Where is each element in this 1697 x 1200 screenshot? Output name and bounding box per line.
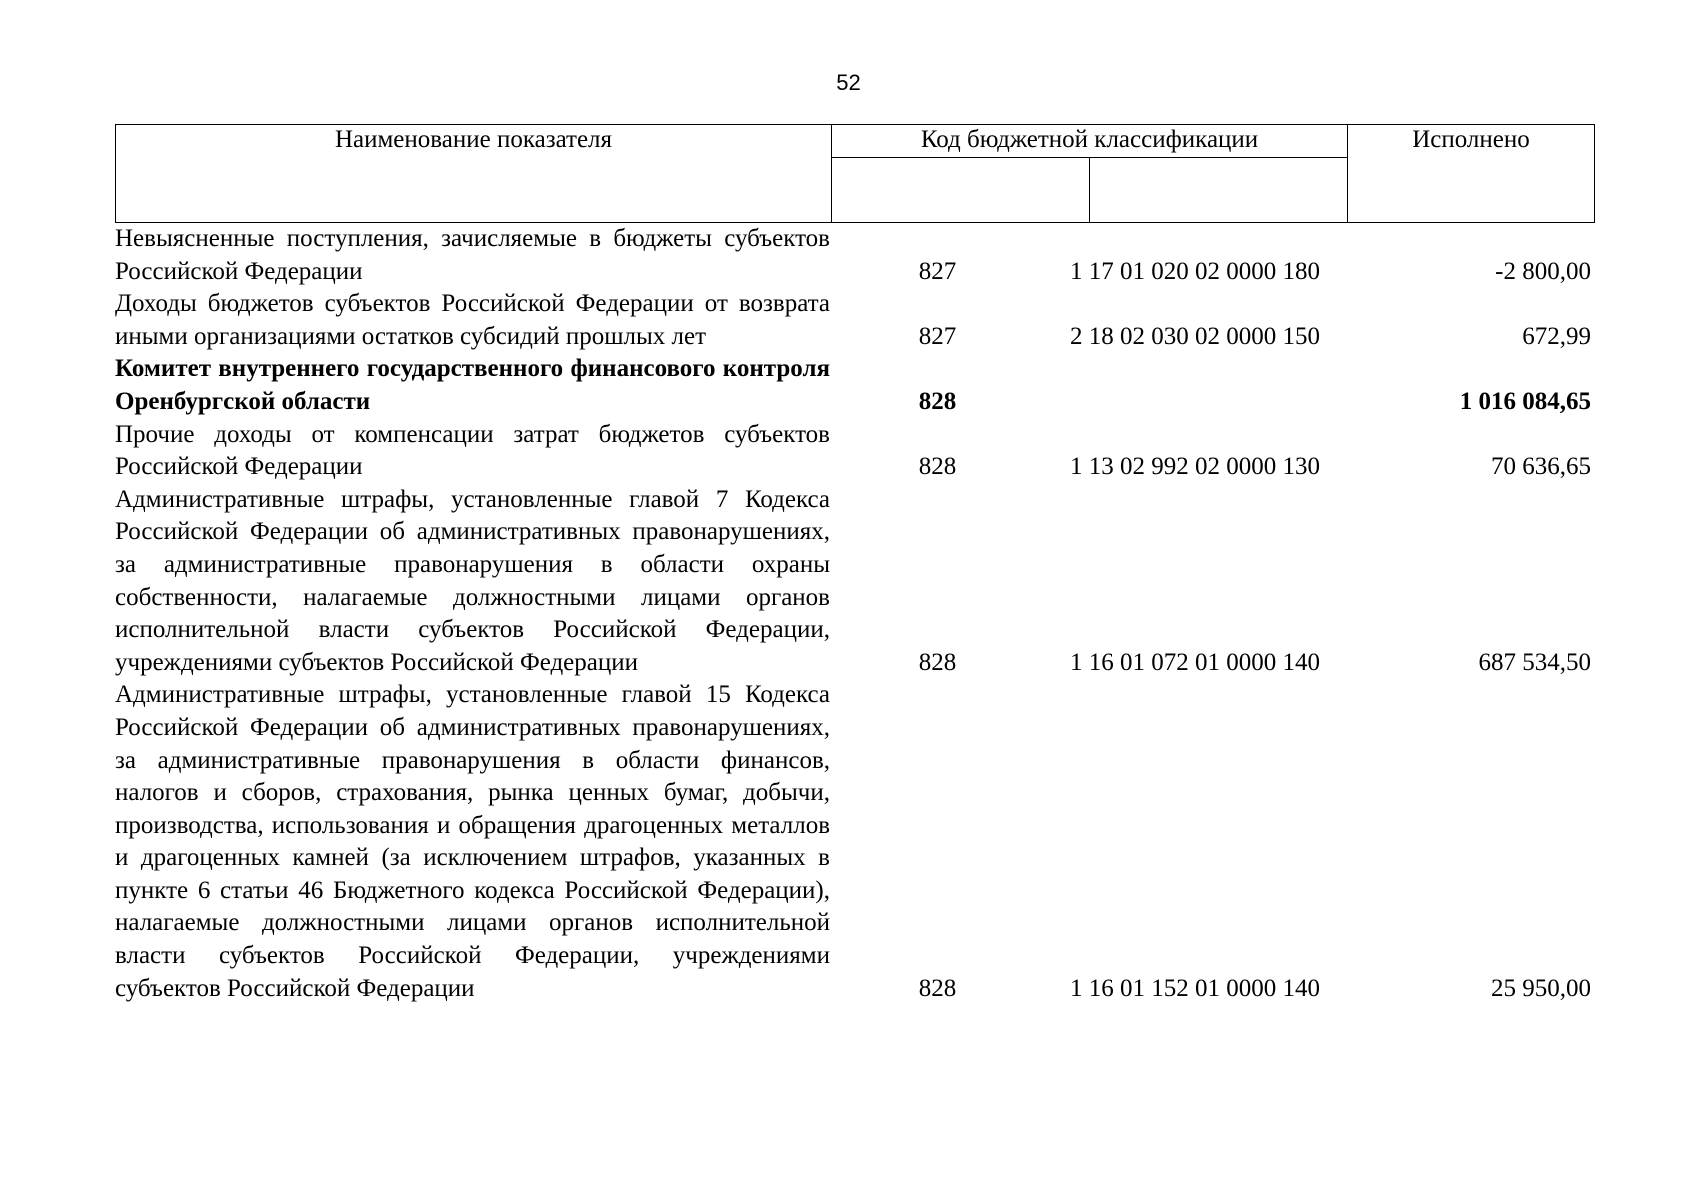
row-classification-code: 1 13 02 992 02 0000 130 xyxy=(1070,453,1320,481)
row-amount: 1 016 084,65 xyxy=(1459,387,1591,415)
header-name-column: Наименование показателя xyxy=(116,125,832,223)
table-row xyxy=(115,679,1591,1005)
row-admin-code: 828 xyxy=(918,648,957,676)
row-name: Административные штрафы, установленные главой 7 Кодекса Российской Федерации об административных правонарушениях, за административные правонарушения в области охраны собственности, налагаемые должностными лицами органов исполнительной власти субъектов Российской Федерации, учреждениями субъектов Российской Федерации xyxy=(115,485,830,676)
row-amount: 672,99 xyxy=(1522,322,1591,350)
row-name: Прочие доходы от компенсации затрат бюджетов субъектов Российской Федерации xyxy=(115,420,830,481)
row-amount: 25 950,00 xyxy=(1491,974,1591,1002)
header-code-subcolumn-admin xyxy=(832,158,1090,223)
table-body xyxy=(115,223,1591,1005)
table-row-section-total xyxy=(115,353,1591,418)
header-code-column: Код бюджетной классификации xyxy=(832,125,1348,158)
row-classification-code: 1 17 01 020 02 0000 180 xyxy=(1070,257,1320,285)
row-classification-code: 1 16 01 072 01 0000 140 xyxy=(1070,648,1320,676)
table-row xyxy=(115,484,1591,680)
row-name: Доходы бюджетов субъектов Российской Федерации от возврата иными организациями остатков субсидий прошлых лет xyxy=(115,290,830,350)
row-amount: 687 534,50 xyxy=(1478,648,1591,676)
row-amount: -2 800,00 xyxy=(1495,257,1591,285)
row-classification-code: 2 18 02 030 02 0000 150 xyxy=(1070,322,1320,350)
row-admin-code: 828 xyxy=(918,974,957,1002)
row-name: Комитет внутреннего государственного финансового контроля Оренбургской области xyxy=(115,355,830,415)
header-code-subcolumn-code xyxy=(1090,158,1348,223)
table-row xyxy=(115,223,1591,288)
row-amount: 70 636,65 xyxy=(1491,453,1591,481)
row-classification-code: 1 16 01 152 01 0000 140 xyxy=(1070,974,1320,1002)
row-name: Административные штрафы, установленные главой 15 Кодекса Российской Федерации об административных правонарушениях, за административные правонарушения в области финансов, налогов и сборов, страхования, рынка ценных бумаг, добычи, производства, использования и обращения драгоценных металлов и драгоценных камней (за исключением штрафов, указанных в пункте 6 статьи 46 Бюджетного кодекса Российской Федерации), налагаемые должностными лицами органов исполнительной власти субъектов Российской Федерации, учреждениями субъектов Российской Федерации xyxy=(115,681,830,1002)
row-admin-code: 827 xyxy=(918,257,957,285)
row-admin-code: 828 xyxy=(918,453,957,481)
page-number: 52 xyxy=(836,70,861,95)
table-row xyxy=(115,419,1591,484)
header-executed-column: Исполнено xyxy=(1348,125,1595,223)
table-header xyxy=(115,124,1595,223)
table-row xyxy=(115,288,1591,353)
row-admin-code: 827 xyxy=(918,322,957,350)
row-admin-code: 828 xyxy=(918,387,957,415)
row-name: Невыясненные поступления, зачисляемые в бюджеты субъектов Российской Федерации xyxy=(115,225,830,285)
